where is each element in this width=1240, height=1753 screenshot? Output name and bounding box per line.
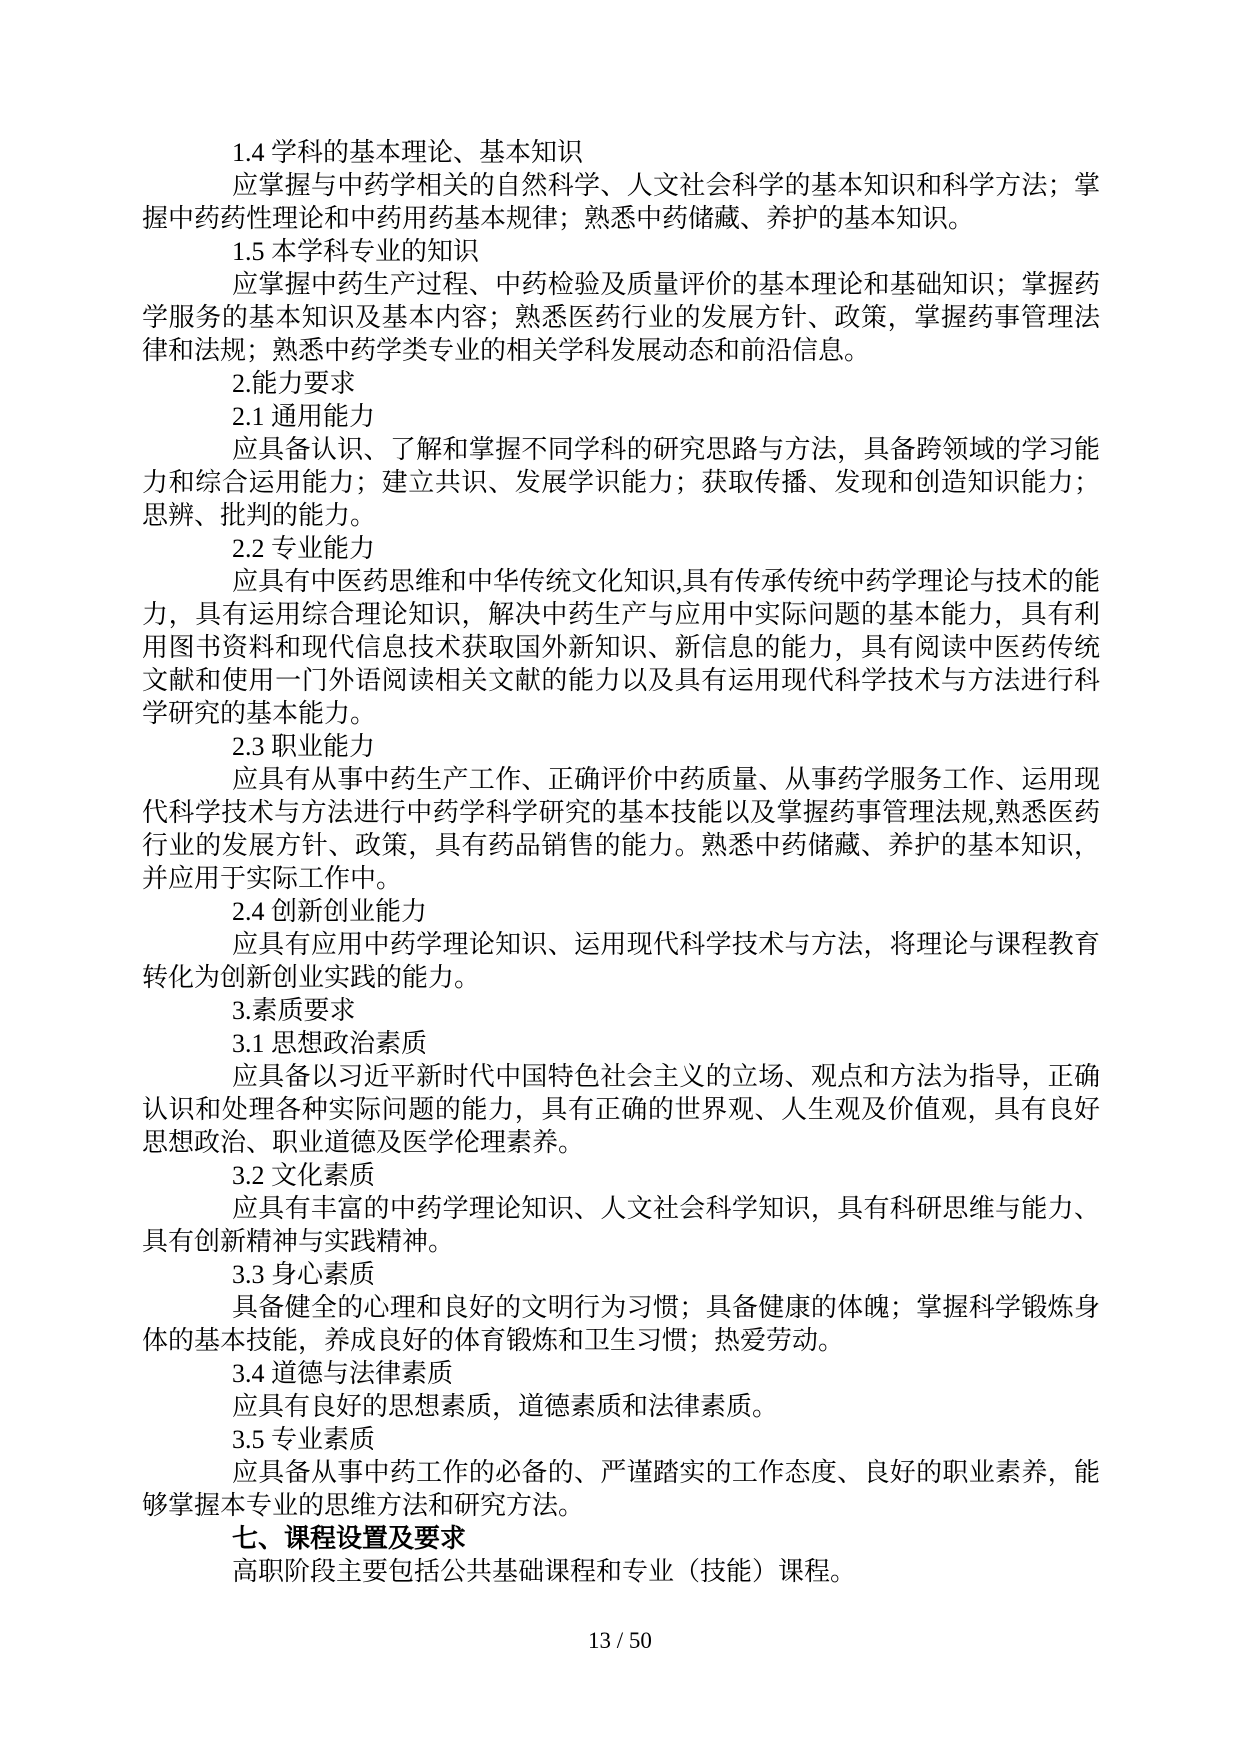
paragraph: 具备健全的心理和良好的文明行为习惯；具备健康的体魄；掌握科学锻炼身体的基本技能，养成良好的体育锻炼和卫生习惯；热爱劳动。 — [142, 1293, 1100, 1355]
numbered-subheading: 3.素质要求 — [232, 996, 356, 1025]
numbered-subheading: 2.3 职业能力 — [232, 732, 376, 761]
paragraph: 应具有中医药思维和中华传统文化知识,具有传承传统中药学理论与技术的能力，具有运用综合理论知识，解决中药生产与应用中实际问题的基本能力，具有利用图书资料和现代信息技术获取国外新知识、新信息的能力，具有阅读中医药传统文献和使用一门外语阅读相关文献的能力以及具有运用现代科学技术与方法进行科学研究的基本能力。 — [142, 567, 1100, 728]
section-heading: 七、课程设置及要求 — [232, 1523, 467, 1553]
paragraph: 应掌握与中药学相关的自然科学、人文社会科学的基本知识和科学方法；掌握中药药性理论和中药用药基本规律；熟悉中药储藏、养护的基本知识。 — [142, 171, 1100, 233]
numbered-subheading: 3.5 专业素质 — [232, 1425, 376, 1454]
page-footer — [0, 1626, 1240, 1656]
paragraph: 高职阶段主要包括公共基础课程和专业（技能）课程。 — [232, 1557, 857, 1586]
numbered-subheading: 3.2 文化素质 — [232, 1161, 376, 1190]
paragraph: 应掌握中药生产过程、中药检验及质量评价的基本理论和基础知识；掌握药学服务的基本知识及基本内容；熟悉医药行业的发展方针、政策，掌握药事管理法律和法规；熟悉中药学类专业的相关学科发展动态和前沿信息。 — [142, 270, 1100, 365]
paragraph: 应具备以习近平新时代中国特色社会主义的立场、观点和方法为指导，正确认识和处理各种实际问题的能力，具有正确的世界观、人生观及价值观，具有良好思想政治、职业道德及医学伦理素养。 — [142, 1062, 1100, 1157]
paragraph: 应具有丰富的中药学理论知识、人文社会科学知识，具有科研思维与能力、具有创新精神与实践精神。 — [142, 1194, 1100, 1256]
numbered-subheading: 2.2 专业能力 — [232, 534, 376, 563]
paragraph: 应具有从事中药生产工作、正确评价中药质量、从事药学服务工作、运用现代科学技术与方法进行中药学科学研究的基本技能以及掌握药事管理法规,熟悉医药行业的发展方针、政策，具有药品销售的能力。熟悉中药储藏、养护的基本知识，并应用于实际工作中。 — [142, 765, 1100, 893]
numbered-subheading: 3.4 道德与法律素质 — [232, 1359, 454, 1388]
numbered-subheading: 1.4 学科的基本理论、基本知识 — [232, 138, 584, 167]
page-number: 13 / 50 — [588, 1628, 652, 1653]
document-body — [142, 136, 1100, 1588]
paragraph: 应具备从事中药工作的必备的、严谨踏实的工作态度、良好的职业素养，能够掌握本专业的思维方法和研究方法。 — [142, 1458, 1100, 1520]
paragraph: 应具有良好的思想素质，道德素质和法律素质。 — [232, 1392, 779, 1421]
paragraph: 应具有应用中药学理论知识、运用现代科学技术与方法，将理论与课程教育转化为创新创业实践的能力。 — [142, 930, 1100, 992]
numbered-subheading: 2.能力要求 — [232, 369, 356, 398]
numbered-subheading: 3.1 思想政治素质 — [232, 1029, 428, 1058]
numbered-subheading: 1.5 本学科专业的知识 — [232, 237, 480, 266]
numbered-subheading: 2.4 创新创业能力 — [232, 897, 428, 926]
paragraph: 应具备认识、了解和掌握不同学科的研究思路与方法，具备跨领域的学习能力和综合运用能力；建立共识、发展学识能力；获取传播、发现和创造知识能力；思辨、批判的能力。 — [142, 435, 1100, 530]
numbered-subheading: 3.3 身心素质 — [232, 1260, 376, 1289]
numbered-subheading: 2.1 通用能力 — [232, 402, 376, 431]
